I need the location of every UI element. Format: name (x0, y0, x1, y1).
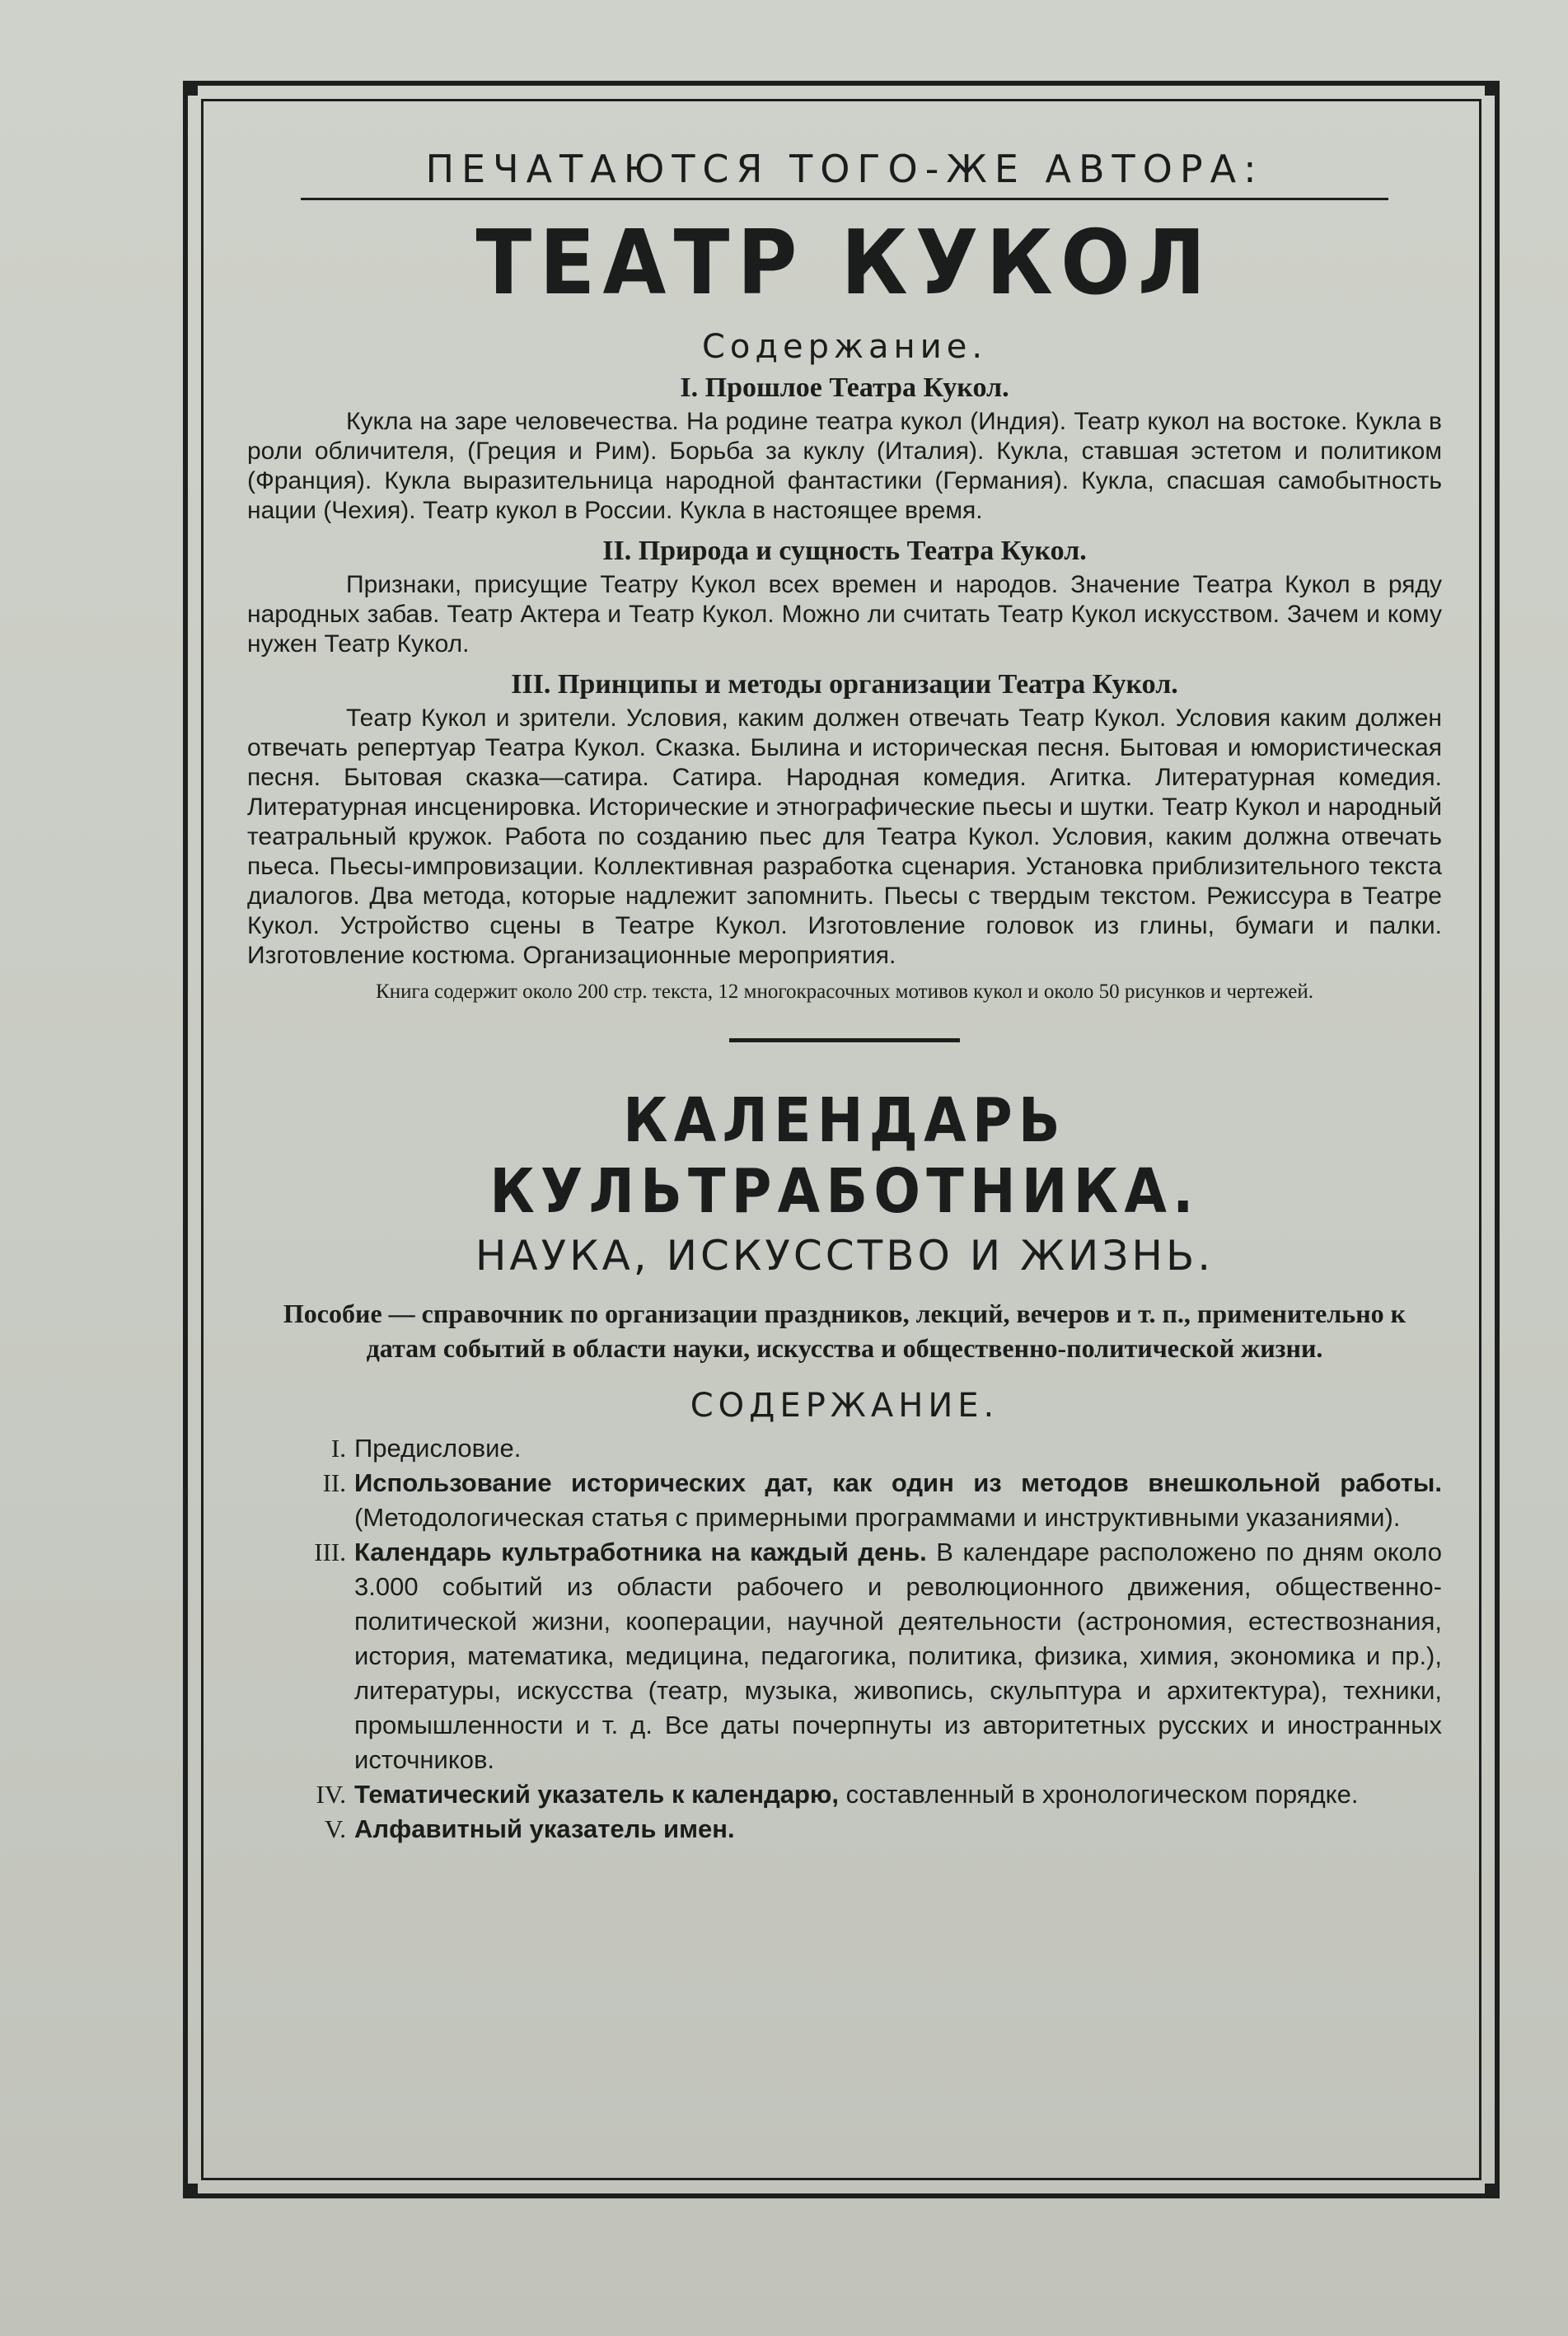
page-content (247, 132, 1442, 1847)
toc-text (354, 1466, 1442, 1535)
toc-bold: Использование исторических дат, как один из методов внешкольной работы. (354, 1468, 1442, 1497)
toc-number: I. (330, 1434, 346, 1463)
corner-ornament (1485, 81, 1500, 96)
toc-text (354, 1535, 1442, 1777)
corner-ornament (1485, 2184, 1500, 2198)
book1-title: ТЕАТР КУКОЛ (475, 212, 1214, 315)
book1-section (247, 669, 1442, 971)
book1-section (247, 536, 1442, 659)
toc-number: IV. (316, 1780, 346, 1809)
section-divider (729, 1038, 960, 1042)
toc-item (247, 1535, 1442, 1777)
section-text: Кукла на заре человечества. На родине театра кукол (Индия). Театр кукол на востоке. Кукла в роли обличителя, (Греция и Рим). Борьба за куклу (Италия). Кукла, ставшая эстетом и политиком (Франция). Кукла выразительница народной фантастики (Германия). Кукла, спасшая самобытность нации (Чехия). Театр кукол в России. Кукла в настоящее время. (247, 408, 1442, 524)
toc-plain: (Методологическая статья с примерными программами и инструктивными указаниями). (354, 1503, 1401, 1532)
toc-item (247, 1466, 1442, 1535)
toc-text (354, 1812, 1442, 1847)
toc-item (247, 1812, 1442, 1847)
corner-ornament (183, 2184, 198, 2198)
book2-title: КАЛЕНДАРЬ КУЛЬТРАБОТНИКА. (489, 1085, 1200, 1227)
page-eyebrow: ПЕЧАТАЮТСЯ ТОГО-ЖЕ АВТОРА: (425, 147, 1264, 191)
section-text: Признаки, присущие Театру Кукол всех времен и народов. Значение Театра Кукол в ряду народных забав. Театр Актера и Театр Кукол. Можно ли считать Театр Кукол искусством. Зачем и кому нужен Театр Кукол. (247, 571, 1442, 658)
section-text: Театр Кукол и зрители. Условия, каким должен отвечать Театр Кукол. Условия каким должен отвечать репертуар Театра Кукол. Сказка. Былина и историческая песня. Бытовая и юмористическая песня. Бытовая сказка—сатира. Сатира. Народная комедия. Агитка. Литературная комедия. Литературная инсценировка. Исторические и этнографические пьесы и шутки. Театр Кукол и народный театральный кружок. Работа по созданию пьес для Театра Кукол. Условия, каким должна отвечать пьеса. Пьесы-импровизации. Коллективная разработка сценария. Установка приблизительного текста диалогов. Два метода, которые надлежит запомнить. Пьесы с твердым текстом. Режиссура в Театре Кукол. Устройство сцены в Театре Кукол. Изготовление головок из глины, бумаги и палки. Изготовление костюма. Организационные мероприятия. (247, 705, 1442, 969)
book1-contents-label: Содержание. (701, 328, 988, 366)
toc-text (354, 1431, 1442, 1466)
book2-toc (247, 1431, 1442, 1847)
book2-description: Пособие — справочник по организации праздников, лекций, вечеров и т. п., применительно к датам событий в области науки, искусства и общественно-политической жизни. (283, 1299, 1407, 1363)
toc-plain: Предисловие. (354, 1434, 522, 1463)
toc-number: V. (324, 1814, 346, 1843)
section-heading: I. Прошлое Театра Кукол. (680, 372, 1009, 403)
toc-number: III. (314, 1538, 346, 1566)
toc-plain: составленный в хронологическом порядке. (839, 1780, 1359, 1809)
book1-section (247, 372, 1442, 526)
book2-subtitle: НАУКА, ИСКУССТВО И ЖИЗНЬ. (475, 1232, 1215, 1280)
toc-item (247, 1777, 1442, 1812)
toc-text (354, 1777, 1442, 1812)
toc-bold: Алфавитный указатель имен. (354, 1814, 735, 1843)
toc-item (247, 1431, 1442, 1466)
toc-bold: Календарь культработника на каждый день. (354, 1538, 927, 1566)
eyebrow-underline (301, 198, 1388, 200)
toc-plain: В календаре расположено по дням около 3.000 событий из области рабочего и революционного движения, общественно-политической жизни, кооперации, научной деятельности (астрономия, естествознания, история, математика, медицина, педагогика, политика, физика, химия, экономика и пр.), литературы, искусства (театр, музыка, живопись, скульптура и архитектура), техники, промышленности и т. д. Все даты почерпнуты из авторитетных русских и иностранных источников. (354, 1538, 1442, 1774)
section-heading: III. Принципы и методы организации Театра Кукол. (511, 669, 1178, 700)
corner-ornament (183, 81, 198, 96)
toc-bold: Тематический указатель к календарю, (354, 1780, 840, 1809)
toc-number: II. (322, 1468, 346, 1497)
section-heading: II. Природа и сущность Театра Кукол. (602, 536, 1087, 566)
book1-note: Книга содержит около 200 стр. текста, 12 многокрасочных мотивов кукол и около 50 рисунков и чертежей. (376, 981, 1313, 1003)
book2-contents-label: СОДЕРЖАНИЕ. (690, 1387, 999, 1425)
